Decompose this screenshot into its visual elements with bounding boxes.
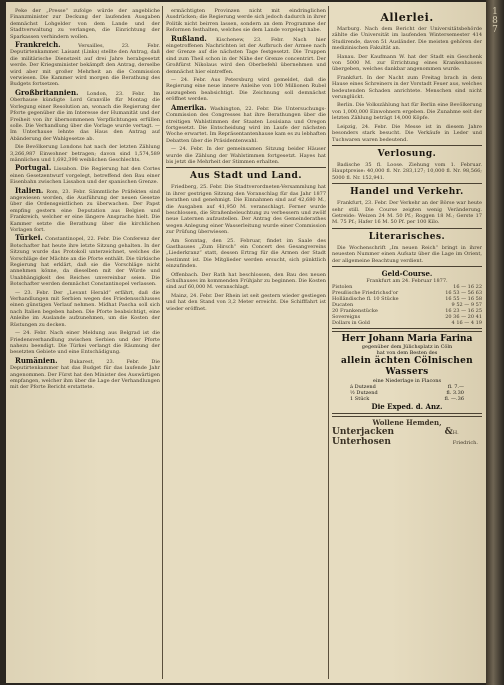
price-label: 1 Stück — [350, 395, 370, 402]
article-text: Die Bevölkerung Londons hat nach der letzten Zählung 3,266,987 Einwohner betragen; davon sind 1,574,589 männlichen und 1,692,398 weiblichen Geschlechts. — [10, 144, 160, 163]
price-label: á Dutzend — [350, 383, 376, 390]
ad-divider — [332, 413, 482, 417]
article-text: Nach hier eingetroffenen Nachrichten ist der Aufbruch der Armee nach der Grenze auf die nächsten Tage festgesetzt. Die Truppen sind zum Theil schon in der Nähe der Grenze concentrirt. Der Großfürst Nikolaus wird den Oberbefehl übernehmen und demnächst hier eintreffen. — [166, 36, 326, 75]
price-value: fl. —.36 — [444, 395, 464, 402]
price-label: ½ Dutzend — [350, 389, 378, 396]
article-frankreich — [10, 42, 160, 88]
article-text: — 24. Febr. In der gemeinsamen Sitzung beider Häuser wurde die Zählung der Wahlstimmen fortgesetzt. Hayes hat bis jetzt die Mehrheit der Stimmen erhalten. — [166, 146, 326, 165]
dateline: Washington, 22. Febr. — [210, 105, 270, 112]
article-text: Sämmtliche Präfekten sind angewiesen worden, die Ausführung der neuen Gesetze über die Ordensgeistlichen zu überwachen. Der Papst empfing gestern eine Deputation aus Belgien und Frankreich, welcher er eine längere Ansprache hielt. Die Kammer setzte die Berathung über die kirchlichen Vorlagen fort. — [10, 188, 160, 233]
table-title: Geld-Course. — [381, 268, 433, 278]
country-heading: Türkei. — [15, 233, 43, 243]
country-heading: Großbritannien. — [15, 87, 79, 97]
dateline: Rom, 23. Febr. — [46, 188, 86, 195]
article-text: Am Sonntag, den 25. Februar, findet im Saale des Gasthauses „Zum Hirsch“ ein Concert des Gesangvereins „Liederkranz“ statt, dessen Ertrag für die Armen der Stadt bestimmt ist. Die Mitglieder werden ersucht, sich pünktlich einzufinden. — [166, 237, 326, 270]
dateline: London, 23. Febr. — [86, 90, 145, 97]
ad-subline: eine Niederlage in Flacons — [372, 377, 442, 384]
article-text: Offenbach. Der Rath hat beschlossen, den Bau des neuen Schulhauses im kommenden Frühjahr zu beginnen. Die Kosten sind auf 60,000 M. veranschlagt. — [166, 271, 326, 291]
ad-footer: Die Exped. d. Anz. — [371, 401, 443, 411]
article-text: Die Regierung hat den Cortes einen Gesetzentwurf vorgelegt, betreffend den Bau einer Eisenbahn zwischen Lissabon und der spanischen Grenze. — [10, 166, 160, 186]
article-text: Deputirtenkammer. Laisant (Links) stellte den Antrag, daß die militärische Dienstzeit auf drei Jahre herabgesetzt werde. Der Kriegsminister bekämpft den Antrag, derselbe wird aber mit großer Mehrheit an die Commission verwiesen. Die Kammer wird morgen die Berathung des Budgets fortsetzen. — [10, 49, 160, 88]
article-text: Die Stadtverordneten-Versammlung hat in ihrer gestrigen Sitzung den Voranschlag für das Jahr 1877 berathen und genehmigt. Die Einnahmen sind auf 42,680 M., die Ausgaben auf 41,950 M. veranschlagt. Ferner wurde beschlossen, die Straßenbeleuchtung zu verbessern und zwölf neue Laternen aufzustellen. Der Antrag des Gemeinderathes wegen Anlegung einer Wasserleitung wurde einer Commission zur Prüfung überwiesen. — [166, 184, 326, 236]
article-text: Die Conferenz der Botschafter hat heute ihre letzte Sitzung gehalten. In der Sitzung wurde das Protokoll unterzeichnet, welches die Vorschläge der Mächte an die Pforte enthält. Die türkische Regierung hat erklärt, daß sie die Vorschläge nicht annehmen könne, da dieselben mit der Würde und Unabhängigkeit des Reiches unvereinbar seien. Die Botschafter werden demnächst Constantinopel verlassen. — [10, 236, 160, 288]
article-text: — 24. Febr. Aus Petersburg wird gemeldet, daß die Regierung eine neue innere Anleihe von 100 Millionen Rubel auszugeben beabsichtigt. Die Zeichnung soll demnächst eröffnet werden. — [166, 77, 326, 103]
country-heading: Rumänien. — [15, 355, 58, 365]
article-fragment: Peke der „Presse“ zufolge würde der angebliche Finanzminister zur Deckung der laufenden Ausgaben demnächst Lohgelder von dem Lande und der Stadtverwaltung zu verlangen, die Einrichtung der Sparkassen verhindern wollen. — [10, 8, 160, 40]
column-left — [10, 8, 160, 677]
ad-product: Unterjacken & Unterhosen — [332, 426, 453, 447]
currency-value: 20 36 — 20 41 — [445, 313, 482, 320]
currency-name: Sovereigns — [332, 313, 361, 320]
currency-value: 16 55 — 16 58 — [445, 295, 482, 302]
article-text: Frankfurt. In der Nacht zum Freitag brach in dem Hause eines Schreiners in der Vorstadt Feuer aus, welches bedeutenden Schaden anrichtete. Menschen sind nicht verunglückt. — [332, 74, 482, 101]
article-amerika — [166, 102, 326, 144]
article-text: — 24. Febr. Nach einer Meldung aus Belgrad ist die Friedensverhandlung zwischen Serbien und der Pforte nahezu beendigt. Die Türkei verlangt die Räumung der besetzten Gebiete und eine Entschädigung. — [10, 330, 160, 356]
country-heading: Amerika. — [171, 102, 207, 112]
ad-merchant: H. Friedrich. — [452, 429, 478, 446]
country-heading: Frankreich. — [15, 40, 61, 50]
advertisement-wool — [332, 419, 482, 448]
edge-digit: 8 — [492, 16, 498, 26]
country-heading: Portugal. — [15, 163, 52, 173]
page-edge — [486, 0, 504, 685]
section-title: Handel und Verkehr. — [350, 187, 464, 198]
dateline: Constantinopel, 22. Febr. — [45, 236, 111, 243]
column-middle — [166, 8, 326, 677]
article-text: Hanau. Der Kaufmann W. hat der Stadt ein Geschenk von 5000 M. zur Errichtung eines Krankenhauses übergeben, welches dankbar angenommen wurde. — [332, 53, 482, 73]
price-value: fl. 7.— — [447, 383, 464, 390]
section-divider — [332, 145, 482, 146]
section-title: Verlosung. — [377, 148, 437, 159]
ad-product: allein ächten Cölnischen Wassers — [340, 355, 473, 377]
column-rule — [162, 6, 163, 679]
dateline: Bukarest, 23. Febr. — [69, 358, 140, 365]
ad-product-row — [332, 427, 482, 448]
edge-digit: 1 — [492, 7, 498, 17]
currency-value: 16 53 — 56 63 — [445, 289, 482, 296]
article-fragment: ermächtigten Provinzen nicht mit eindringlichen Ausdrücken; die Regierung werde sich jedoch dadurch in ihrer Politik nicht beirren lassen, sondern an dem Programme der Reformen festhalten, welches sie dem Lande vorgelegt habe. — [166, 8, 326, 34]
dateline: Versailles, 23. Febr. — [78, 43, 160, 50]
table-subtitle: Frankfurt am 24. Februar 1877. — [366, 277, 448, 284]
section-divider — [166, 167, 326, 168]
dateline: Friedberg, 25. Febr. — [171, 184, 223, 191]
section-divider — [332, 266, 482, 267]
edge-digit: 7 — [492, 25, 498, 35]
section-title: Aus Stadt und Land. — [190, 171, 302, 182]
ad-headline: Wollene Hemden, — [372, 417, 442, 427]
article-text: Berlin. Die Volkszählung hat für Berlin eine Bevölkerung von 1,000,000 Einwohnern ergeben. Die Zunahme seit der letzten Zählung beträgt 14,000 Köpfe. — [332, 102, 482, 122]
currency-table — [332, 284, 482, 326]
currency-value: 9 52 — 9 57 — [451, 301, 482, 308]
country-heading: Rußland. — [171, 33, 207, 43]
currency-name: Dollars in Gold — [332, 319, 370, 326]
section-title: Literarisches. — [368, 231, 446, 242]
article-portugal — [10, 165, 160, 185]
currency-name: Pistolen — [332, 283, 353, 290]
article-text: Marburg. Nach dem Bericht der Universitätsbehörde zählte die Universität im laufenden Wintersemester 414 Studirende, davon 51 Ausländer. Die meisten gehören der medizinischen Fakultät an. — [332, 26, 482, 52]
article-text: Die Wochenschrift „Im neuen Reich“ bringt in ihrer neuesten Nummer einen Aufsatz über die Lage im Orient, der allgemeine Beachtung verdient. — [332, 244, 482, 264]
currency-name: Ducaten — [332, 301, 354, 308]
article-grossbritannien — [10, 87, 160, 142]
newspaper-page — [6, 2, 486, 683]
advertisement-farina — [332, 334, 482, 411]
ad-subline: gegenüber dem Jülichsplatz in Cöln — [361, 343, 453, 350]
dateline: Kischenew, 23. Febr. — [216, 36, 284, 43]
article-rumaenien — [10, 355, 160, 391]
local-news — [166, 184, 326, 235]
section-divider — [332, 183, 482, 184]
ad-divider — [332, 328, 482, 332]
currency-name: Holländische fl. 10 Stücke — [332, 295, 399, 302]
article-russland — [166, 33, 326, 75]
article-text: Die Untersuchungs-Commission des Congresses hat ihre Berathungen über die streitigen Wahlstimmen der Staaten Louisiana und Oregon fortgesetzt. Die Entscheidung wird im Laufe der nächsten Woche erwartet. Im Repräsentantenhause kam es zu lebhaften Debatten über die Präsidentenwahl. — [166, 105, 326, 144]
currency-name: 20 Frankenstücke — [332, 307, 378, 314]
currency-name: Preußische Friedrichsd'or — [332, 289, 399, 296]
country-heading: Italien. — [15, 185, 44, 195]
article-text: — 23. Febr. Der „Levant Herald“ erfährt, daß die Verhandlungen mit Serbien wegen des Friedensschlusses einen günstigen Verlauf nehmen. Midhat Pascha soll sich nach Italien begeben haben. Die Pforte beabsichtigt, eine Anleihe im Auslande aufzunehmen, um die Kosten der Rüstungen zu decken. — [10, 289, 160, 328]
article-italien — [10, 185, 160, 234]
dateline: Lissabon. — [53, 166, 78, 173]
table-row — [332, 320, 482, 326]
price-value: fl. 3.30 — [446, 389, 464, 396]
article-text: Im Oberhause kündigte Lord Granville für Montag die Vorlegung einer Resolution an, wonach die Regierung der Pforte gegenüber die im Interesse der Humanität und der Freiheit von ihr übernommenen Verpflichtungen erfüllen solle. Die Verhandlung über die Vorlage wurde vertagt. — Im Unterhause lehnte das Haus den Antrag auf Abänderung der Wahlgesetze ab. — [10, 90, 160, 142]
article-text: Frankfurt, 23. Febr. Der Verkehr an der Börse war heute sehr still. Die Course zeigten wenig Veränderung. Getreide: Weizen 24 M. 50 Pf.; Roggen 18 M.; Gerste 17 M. 75 Pf.; Hafer 16 M. 50 Pf. per 100 Kilo. — [332, 200, 482, 226]
article-text: Badische 35 fl. Loose. Ziehung vom 1. Februar. Hauptpreise: 40,000 fl. Nr. 283,127; 10,000 fl. Nr. 98,566; 5000 fl. Nr. 152,941. — [332, 161, 482, 181]
ad-headline: Herr Johann Maria Farina — [341, 333, 473, 344]
column-right — [332, 8, 482, 677]
currency-value: 16 — 16 22 — [453, 283, 482, 290]
column-rule — [328, 6, 329, 679]
article-text: Die Deputirtenkammer hat das Budget für das laufende Jahr angenommen. Der Fürst hat den Minister des Auswärtigen empfangen, welcher ihm über die Lage der Verhandlungen mit der Pforte Bericht erstattete. — [10, 358, 160, 391]
article-text: Leipzig, 24. Febr. Die Messe ist in diesem Jahre besonders stark besucht. Die Verkäufe in Leder und Tuchwaren waren bedeutend. — [332, 123, 482, 143]
ad-subline: hat von dem Besten des — [376, 349, 438, 356]
currency-value: 16 23 — 16 25 — [445, 307, 482, 314]
currency-value: 4 16 — 4 19 — [451, 319, 482, 326]
article-tuerkei — [10, 235, 160, 287]
edge-numeral — [487, 8, 503, 35]
section-title: Allerlei. — [380, 11, 434, 24]
article-text: Mainz, 24. Febr. Der Rhein ist seit gestern wieder gestiegen und hat den Stand von 3,2 Meter erreicht. Die Schifffahrt ist wieder eröffnet. — [166, 292, 326, 312]
section-divider — [332, 228, 482, 229]
